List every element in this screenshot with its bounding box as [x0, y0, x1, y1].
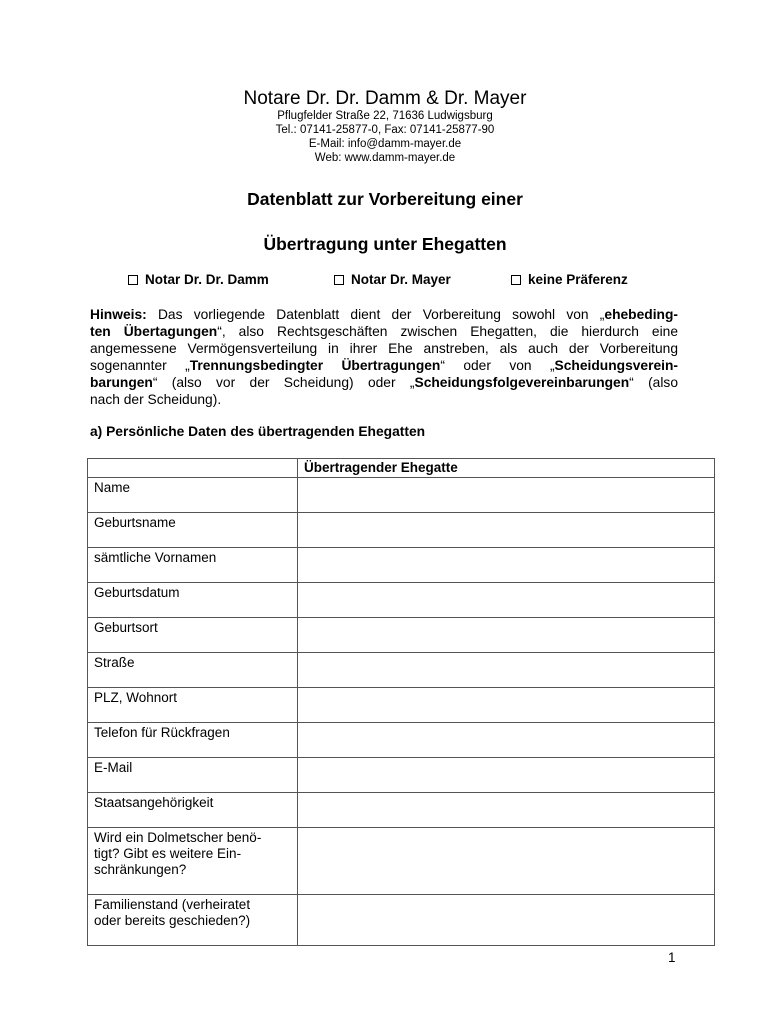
table-header-empty	[88, 459, 298, 478]
table-column-header: Übertragender Ehegatte	[298, 459, 715, 478]
input-email[interactable]	[298, 758, 715, 793]
input-plz-wohnort[interactable]	[298, 688, 715, 723]
document-title-line2: Übertragung unter Ehegatten	[263, 234, 507, 254]
input-geburtsort[interactable]	[298, 618, 715, 653]
row-label-plz-wohnort: PLZ, Wohnort	[88, 688, 298, 723]
checkbox-icon[interactable]	[128, 275, 138, 285]
input-telefon[interactable]	[298, 723, 715, 758]
input-vornamen[interactable]	[298, 548, 715, 583]
table-row	[88, 653, 715, 688]
table-row	[88, 548, 715, 583]
checkbox-icon[interactable]	[511, 275, 521, 285]
checkbox-notar-mayer[interactable]	[334, 272, 451, 287]
row-label-name: Name	[88, 478, 298, 513]
hinweis-line: ten Übertagungen“, also Rechtsgeschäften zwischen Ehegatten, die hierdurch eine	[90, 324, 679, 339]
input-strasse[interactable]	[298, 653, 715, 688]
table-row	[88, 895, 715, 946]
hinweis-line: Hinweis: Das vorliegende Datenblatt dient der Vorbereitung sowohl von „ehebeding-	[90, 307, 678, 322]
checkbox-keine-praeferenz[interactable]	[511, 272, 628, 287]
row-label-geburtsdatum: Geburtsdatum	[88, 583, 298, 618]
firm-web: Web: www.damm-mayer.de	[314, 152, 456, 164]
firm-name: Notare Dr. Dr. Damm & Dr. Mayer	[243, 88, 527, 109]
checkbox-notar-damm[interactable]	[128, 272, 269, 287]
row-label-familienstand: Familienstand (verheiratet oder bereits geschieden?)	[88, 895, 298, 946]
row-label-geburtsname: Geburtsname	[88, 513, 298, 548]
table-row	[88, 583, 715, 618]
table-row	[88, 478, 715, 513]
hinweis-line: nach der Scheidung).	[90, 392, 222, 407]
table-row	[88, 618, 715, 653]
table-row	[88, 828, 715, 895]
table-row	[88, 793, 715, 828]
personal-data-table	[87, 458, 715, 946]
checkbox-label: Notar Dr. Mayer	[351, 272, 451, 287]
checkbox-label: Notar Dr. Dr. Damm	[145, 272, 269, 287]
table-row	[88, 688, 715, 723]
hinweis-line: sogenannter „Trennungsbedingter Übertragungen“ oder von „Scheidungsverein-	[90, 358, 678, 373]
input-geburtsname[interactable]	[298, 513, 715, 548]
row-label-vornamen: sämtliche Vornamen	[88, 548, 298, 583]
input-staatsangehoerigkeit[interactable]	[298, 793, 715, 828]
firm-email: E-Mail: info@damm-mayer.de	[308, 138, 462, 150]
firm-address: Pflugfelder Straße 22, 71636 Ludwigsburg	[277, 110, 493, 122]
checkbox-icon[interactable]	[334, 275, 344, 285]
input-dolmetscher[interactable]	[298, 828, 715, 895]
hinweis-line: angemessene Vermögensverteilung in ihrer Ehe anstreben, als auch der Vorbereitung	[90, 341, 678, 356]
input-name[interactable]	[298, 478, 715, 513]
section-a-heading: a) Persönliche Daten des übertragenden Ehegatten	[90, 424, 426, 439]
firm-phone-fax: Tel.: 07141-25877-0, Fax: 07141-25877-90	[275, 124, 495, 136]
row-label-dolmetscher: Wird ein Dolmetscher benö- tigt? Gibt es weitere Ein- schränkungen?	[88, 828, 298, 895]
input-familienstand[interactable]	[298, 895, 715, 946]
table-row	[88, 513, 715, 548]
table-row	[88, 758, 715, 793]
hinweis-line: barungen“ (also vor der Scheidung) oder „Scheidungsfolgevereinbarungen“ (also	[90, 375, 678, 390]
table-header-row	[88, 459, 715, 478]
page-number: 1	[668, 950, 676, 965]
row-label-staatsangehoerigkeit: Staatsangehörigkeit	[88, 793, 298, 828]
checkbox-label: keine Präferenz	[528, 272, 628, 287]
row-label-strasse: Straße	[88, 653, 298, 688]
input-geburtsdatum[interactable]	[298, 583, 715, 618]
row-label-geburtsort: Geburtsort	[88, 618, 298, 653]
row-label-telefon: Telefon für Rückfragen	[88, 723, 298, 758]
hinweis-paragraph	[90, 306, 678, 408]
document-title-line1: Datenblatt zur Vorbereitung einer	[247, 189, 523, 209]
row-label-email: E-Mail	[88, 758, 298, 793]
table-row	[88, 723, 715, 758]
